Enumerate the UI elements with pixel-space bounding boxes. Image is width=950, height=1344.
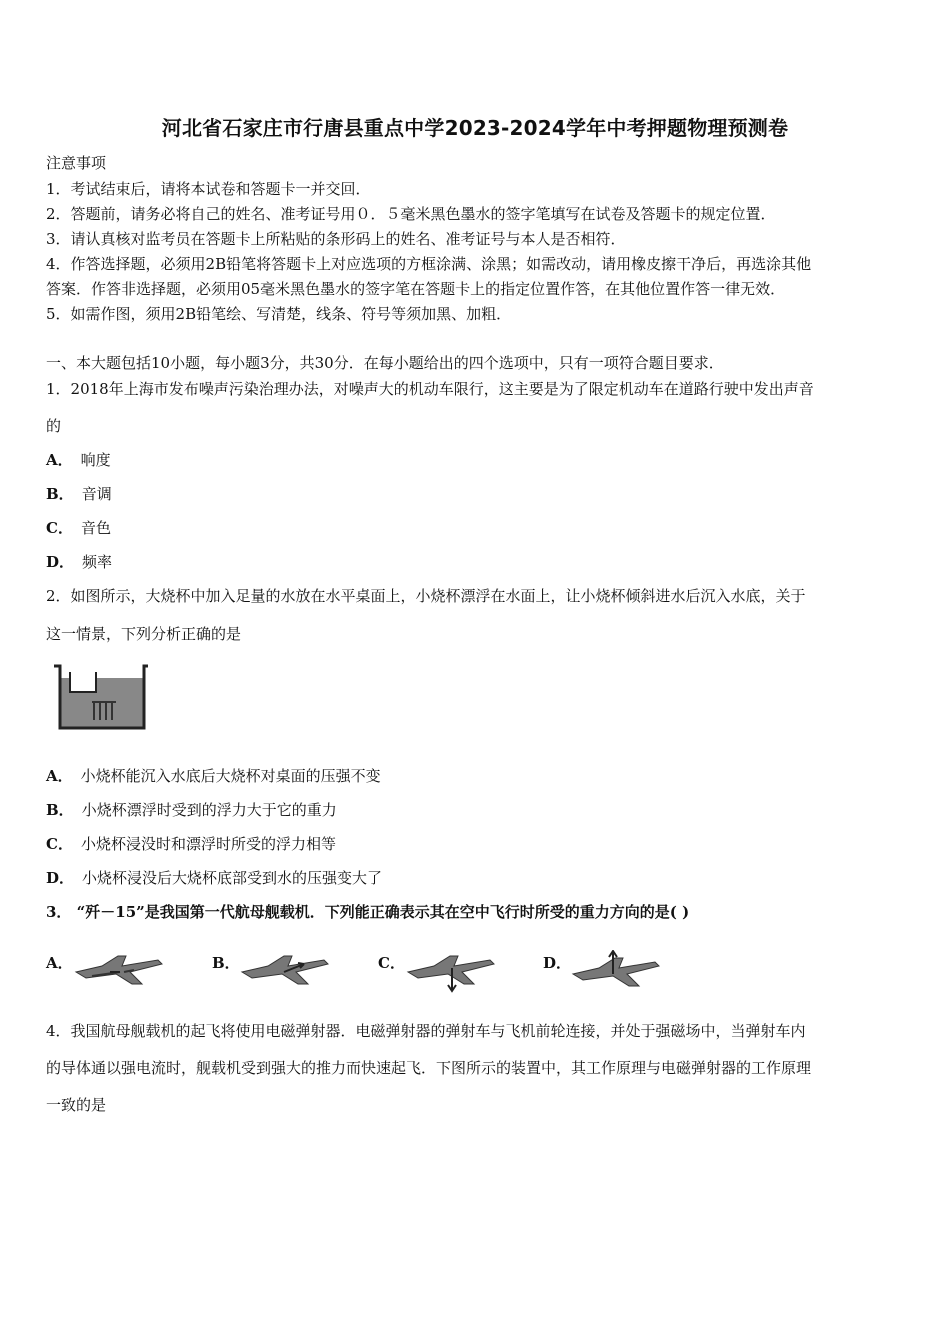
- q1-option-c: C． 音色: [46, 519, 111, 537]
- jet-b-icon: [238, 950, 330, 990]
- section-heading: 一、本大题包括10小题，每小题3分，共30分．在每小题给出的四个选项中，只有一项符合题目要求．: [46, 354, 724, 372]
- q2-stem: 2．如图所示，大烧杯中加入足量的水放在水平桌面上，小烧杯漂浮在水面上，让小烧杯倾斜进水后沉入水底，关于: [46, 587, 806, 605]
- q2-stem-cont: 这一情景，下列分析正确的是: [46, 625, 242, 643]
- q4-stem-cont2: 一致的是: [46, 1096, 107, 1114]
- beaker-figure: [50, 662, 150, 734]
- notice-item: 3．请认真核对监考员在答题卡上所粘贴的条形码上的姓名、准考证号与本人是否相符．: [46, 230, 626, 248]
- notice-item: 答案．作答非选择题，必须用05毫米黑色墨水的签字笔在答题卡上的指定位置作答，在其他位置作答一律无效．: [46, 280, 786, 298]
- q1-option-a: A． 响度: [46, 451, 111, 469]
- q1-stem-cont: 的: [46, 417, 62, 435]
- q3-option-d-label: D．: [543, 954, 572, 972]
- q4-stem: 4．我国航母舰载机的起飞将使用电磁弹射器．电磁弹射器的弹射车与飞机前轮连接，并处于强磁场中，当弹射车内: [46, 1022, 806, 1040]
- q1-option-d: D． 频率: [46, 553, 113, 571]
- q2-option-a: A． 小烧杯能沉入水底后大烧杯对桌面的压强不变: [46, 767, 381, 785]
- jet-a-icon: [72, 950, 164, 990]
- q3-option-b-label: B．: [212, 954, 240, 972]
- q3-option-c-label: C．: [378, 954, 405, 972]
- q1-option-b: B． 音调: [46, 485, 112, 503]
- jet-c-icon: [404, 950, 496, 994]
- notice-item: 1．考试结束后，请将本试卷和答题卡一并交回．: [46, 180, 371, 198]
- q1-stem: 1．2018年上海市发布噪声污染治理办法，对噪声大的机动车限行，这主要是为了限定机动车在道路行驶中发出声音: [46, 380, 814, 398]
- q2-option-b: B． 小烧杯漂浮时受到的浮力大于它的重力: [46, 801, 337, 819]
- notice-item: 4．作答选择题，必须用2B铅笔将答题卡上对应选项的方框涂满、涂黑；如需改动，请用橡皮擦干净后，再选涂其他: [46, 255, 812, 273]
- q3-stem: 3． “歼－15”是我国第一代航母舰载机．下列能正确表示其在空中飞行时所受的重力方向的是( ): [46, 903, 690, 921]
- q4-stem-cont: 的导体通以强电流时，舰载机受到强大的推力而快速起飞．下图所示的装置中，其工作原理与电磁弹射器的工作原理: [46, 1059, 812, 1077]
- notice-item: 5．如需作图，须用2B铅笔绘、写清楚，线条、符号等须加黑、加粗．: [46, 305, 512, 323]
- notice-heading: 注意事项: [46, 154, 107, 172]
- q2-option-d: D． 小烧杯浸没后大烧杯底部受到水的压强变大了: [46, 869, 383, 887]
- notice-item: 2．答题前，请务必将自己的姓名、准考证号用０．５毫米黑色墨水的签字笔填写在试卷及答题卡的规定位置．: [46, 205, 776, 223]
- q2-option-c: C． 小烧杯浸没时和漂浮时所受的浮力相等: [46, 835, 336, 853]
- q3-option-a-label: A．: [46, 954, 73, 972]
- jet-d-icon: [569, 950, 661, 994]
- page-title: 河北省石家庄市行唐县重点中学2023-2024学年中考押题物理预测卷: [161, 116, 789, 140]
